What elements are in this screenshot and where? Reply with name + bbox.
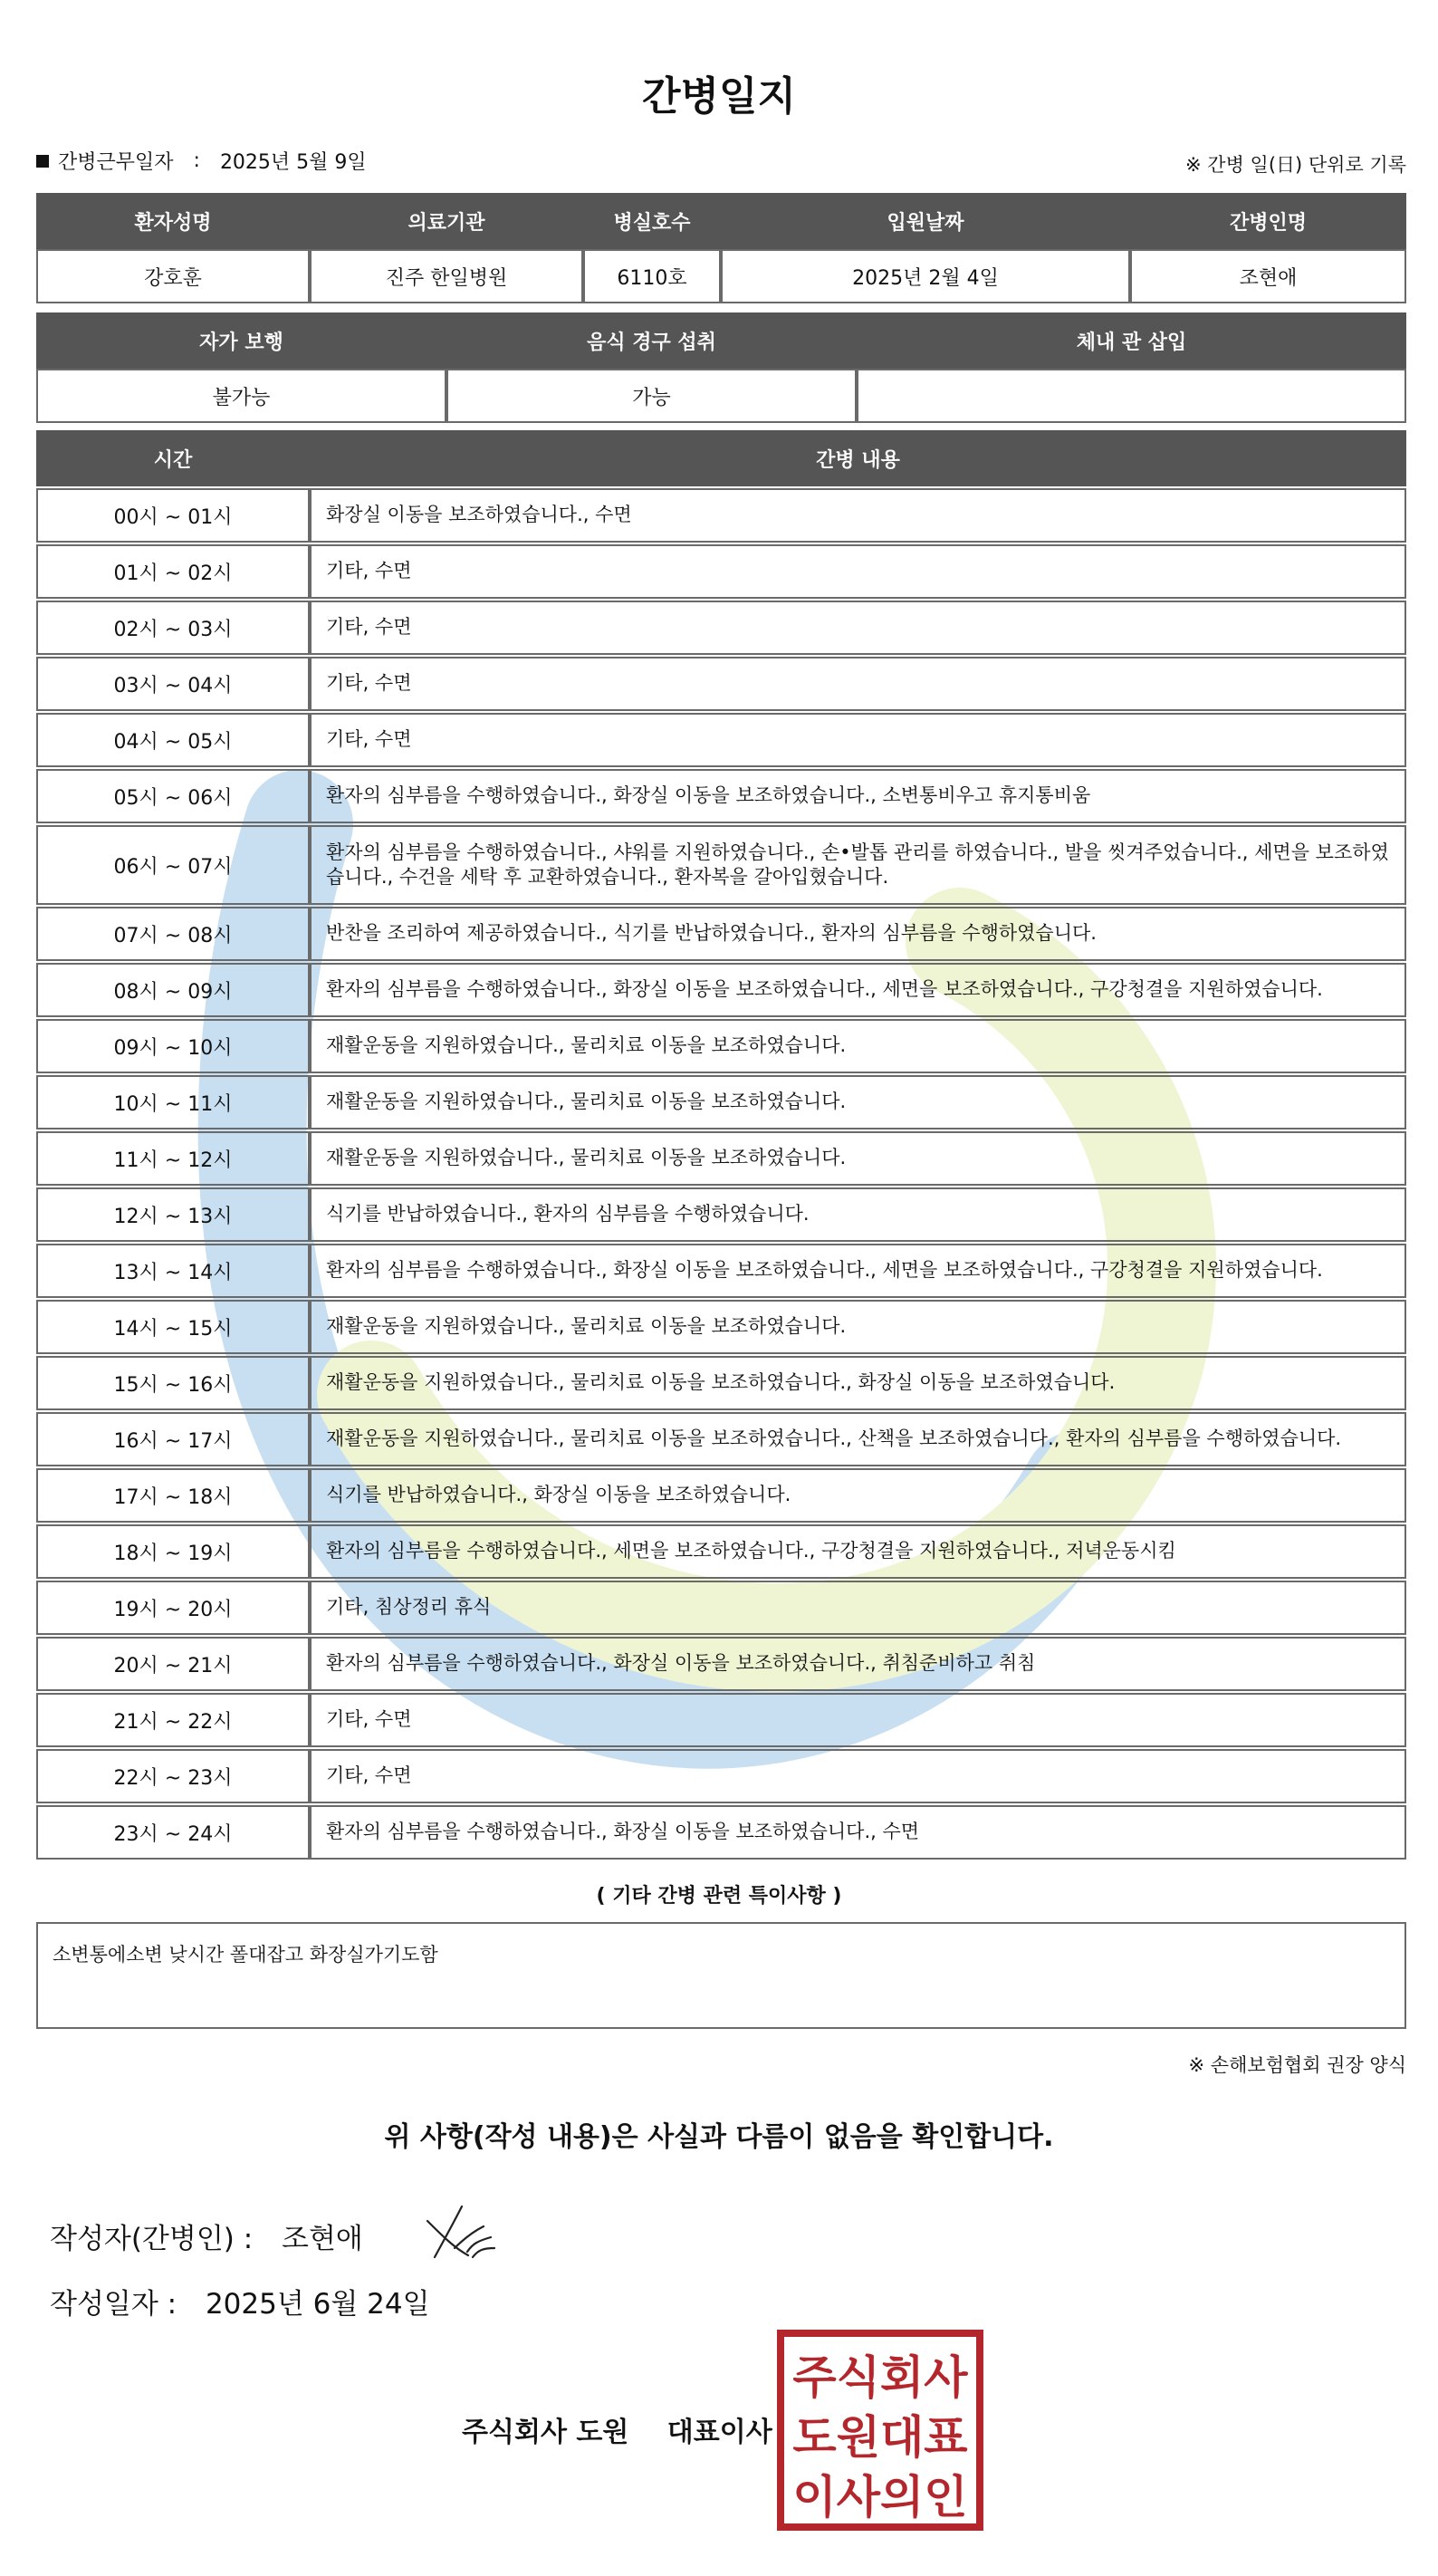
row-content: 환자의 심부름을 수행하였습니다., 화장실 이동을 보조하였습니다., 세면을 보조하였습니다., 구강청결을 지원하였습니다. (310, 963, 1406, 1017)
header-self-walking: 자가 보행 (36, 312, 446, 369)
seal-line-2: 도원대표 (792, 2411, 968, 2464)
written-date-line (50, 2281, 430, 2321)
seal-line-1: 주식회사 (792, 2351, 968, 2404)
row-time: 19시 ~ 20시 (36, 1581, 310, 1635)
company-signature-line (462, 2409, 772, 2449)
table-row (36, 1412, 1406, 1466)
table-row (36, 1805, 1406, 1860)
row-time: 16시 ~ 17시 (36, 1412, 310, 1466)
work-date-label: 간병근무일자 (58, 151, 174, 174)
row-time: 09시 ~ 10시 (36, 1019, 310, 1073)
row-content: 기타, 수면 (310, 601, 1406, 655)
written-date-label: 작성일자 : (50, 2288, 177, 2321)
row-time: 13시 ~ 14시 (36, 1244, 310, 1298)
company-name: 주식회사 도원 (462, 2417, 629, 2448)
table-row (36, 1749, 1406, 1803)
patient-info-table (36, 193, 1406, 303)
header-hospital: 의료기관 (310, 193, 583, 249)
row-content: 재활운동을 지원하였습니다., 물리치료 이동을 보조하였습니다. (310, 1019, 1406, 1073)
row-content: 재활운동을 지원하였습니다., 물리치료 이동을 보조하였습니다. (310, 1075, 1406, 1129)
row-content: 화장실 이동을 보조하였습니다., 수면 (310, 488, 1406, 543)
row-content: 식기를 반납하였습니다., 환자의 심부름을 수행하였습니다. (310, 1187, 1406, 1242)
table-row (36, 1468, 1406, 1523)
page-title: 간병일지 (641, 73, 796, 120)
table-row (36, 601, 1406, 655)
row-content: 반찬을 조리하여 제공하였습니다., 식기를 반납하였습니다., 환자의 심부름을 수행하였습니다. (310, 907, 1406, 961)
row-content: 재활운동을 지원하였습니다., 물리치료 이동을 보조하였습니다. (310, 1300, 1406, 1354)
form-source-note: ※ 손해보험협회 권장 양식 (1188, 2054, 1406, 2076)
row-time: 02시 ~ 03시 (36, 601, 310, 655)
row-time: 12시 ~ 13시 (36, 1187, 310, 1242)
company-title: 대표이사 (666, 2417, 772, 2448)
row-time: 23시 ~ 24시 (36, 1805, 310, 1860)
row-content: 기타, 수면 (310, 544, 1406, 599)
patient-name: 강호훈 (36, 249, 310, 303)
row-time: 03시 ~ 04시 (36, 657, 310, 711)
table-row (36, 1244, 1406, 1298)
table-row (36, 1637, 1406, 1691)
table-row (36, 1131, 1406, 1186)
row-content: 환자의 심부름을 수행하였습니다., 화장실 이동을 보조하였습니다., 취침준비하고 취침 (310, 1637, 1406, 1691)
record-unit-note: ※ 간병 일(日) 단위로 기록 (1185, 154, 1406, 176)
notes-box: 소변통에소변 낮시간 폴대잡고 화장실가기도함 (36, 1922, 1406, 2029)
oral-intake-value: 가능 (446, 369, 857, 423)
row-time: 22시 ~ 23시 (36, 1749, 310, 1803)
company-seal-stamp (777, 2330, 983, 2531)
row-content: 재활운동을 지원하였습니다., 물리치료 이동을 보조하였습니다., 산책을 보조하였습니다., 환자의 심부름을 수행하였습니다. (310, 1412, 1406, 1466)
row-time: 00시 ~ 01시 (36, 488, 310, 543)
confirmation-statement: 위 사항(작성 내용)은 사실과 다름이 없음을 확인합니다. (384, 2121, 1054, 2153)
row-content: 기타, 수면 (310, 1693, 1406, 1747)
header-care-content: 간병 내용 (310, 430, 1406, 486)
row-time: 05시 ~ 06시 (36, 769, 310, 823)
bullet-square-icon (36, 155, 49, 168)
row-content: 환자의 심부름을 수행하였습니다., 샤워를 지원하였습니다., 손•발톱 관리를 하였습니다., 발을 씻겨주었습니다., 세면을 보조하였습니다., 수건을 세탁 후 교환하였습니다., 환자복을 갈아입혔습니다. (310, 825, 1406, 905)
header-patient-name: 환자성명 (36, 193, 310, 249)
row-time: 08시 ~ 09시 (36, 963, 310, 1017)
row-time: 01시 ~ 02시 (36, 544, 310, 599)
row-time: 06시 ~ 07시 (36, 825, 310, 905)
table-row (36, 1693, 1406, 1747)
tube-insertion-value (857, 369, 1406, 423)
notes-title: ( 기타 간병 관련 특이사항 ) (596, 1885, 842, 1908)
row-content: 기타, 침상정리 휴식 (310, 1581, 1406, 1635)
row-content: 기타, 수면 (310, 1749, 1406, 1803)
table-row (36, 1356, 1406, 1410)
seal-line-3: 이사의인 (792, 2471, 968, 2523)
table-row (36, 1524, 1406, 1579)
row-content: 재활운동을 지원하였습니다., 물리치료 이동을 보조하였습니다., 화장실 이동을 보조하였습니다. (310, 1356, 1406, 1410)
header-oral-intake: 음식 경구 섭취 (446, 312, 857, 369)
table-row (36, 488, 1406, 543)
row-time: 15시 ~ 16시 (36, 1356, 310, 1410)
row-content: 환자의 심부름을 수행하였습니다., 세면을 보조하였습니다., 구강청결을 지원하였습니다., 저녁운동시킴 (310, 1524, 1406, 1579)
admission-date: 2025년 2월 4일 (721, 249, 1130, 303)
header-time: 시간 (36, 430, 310, 486)
table-row (36, 825, 1406, 905)
table-row (36, 1019, 1406, 1073)
writer-name: 조현애 (282, 2223, 363, 2255)
handwritten-signature (418, 2194, 500, 2266)
row-time: 07시 ~ 08시 (36, 907, 310, 961)
table-row (36, 657, 1406, 711)
row-time: 14시 ~ 15시 (36, 1300, 310, 1354)
care-log-header (36, 430, 1406, 486)
row-time: 10시 ~ 11시 (36, 1075, 310, 1129)
self-walking-value: 불가능 (36, 369, 446, 423)
caregiver-name: 조현애 (1130, 249, 1406, 303)
table-row (36, 544, 1406, 599)
table-row (36, 1187, 1406, 1242)
written-date-value: 2025년 6월 24일 (205, 2288, 430, 2321)
patient-status-table (36, 312, 1406, 423)
row-time: 17시 ~ 18시 (36, 1468, 310, 1523)
work-date-colon: : (193, 149, 200, 172)
header-admission-date: 입원날짜 (721, 193, 1130, 249)
care-log-rows (36, 486, 1406, 1860)
row-content: 환자의 심부름을 수행하였습니다., 화장실 이동을 보조하였습니다., 세면을 보조하였습니다., 구강청결을 지원하였습니다. (310, 1244, 1406, 1298)
work-date-value: 2025년 5월 9일 (219, 151, 367, 174)
table-row (36, 769, 1406, 823)
table-row (36, 963, 1406, 1017)
row-content: 기타, 수면 (310, 713, 1406, 767)
table-row (36, 1581, 1406, 1635)
table-row (36, 1075, 1406, 1129)
care-log-table (36, 430, 1406, 1860)
row-time: 20시 ~ 21시 (36, 1637, 310, 1691)
writer-label: 작성자(간병인) : (50, 2223, 254, 2255)
header-caregiver: 간병인명 (1130, 193, 1406, 249)
hospital-name: 진주 한일병원 (310, 249, 583, 303)
table-row (36, 1300, 1406, 1354)
row-content: 환자의 심부름을 수행하였습니다., 화장실 이동을 보조하였습니다., 수면 (310, 1805, 1406, 1860)
row-content: 환자의 심부름을 수행하였습니다., 화장실 이동을 보조하였습니다., 소변통비우고 휴지통비움 (310, 769, 1406, 823)
row-content: 기타, 수면 (310, 657, 1406, 711)
row-content: 식기를 반납하였습니다., 화장실 이동을 보조하였습니다. (310, 1468, 1406, 1523)
row-time: 11시 ~ 12시 (36, 1131, 310, 1186)
row-time: 04시 ~ 05시 (36, 713, 310, 767)
header-tube-insertion: 체내 관 삽입 (857, 312, 1406, 369)
header-room: 병실호수 (583, 193, 721, 249)
row-content: 재활운동을 지원하였습니다., 물리치료 이동을 보조하였습니다. (310, 1131, 1406, 1186)
row-time: 21시 ~ 22시 (36, 1693, 310, 1747)
table-row (36, 713, 1406, 767)
table-row (36, 907, 1406, 961)
writer-line (50, 2216, 363, 2256)
room-number: 6110호 (583, 249, 721, 303)
work-date (36, 147, 367, 175)
row-time: 18시 ~ 19시 (36, 1524, 310, 1579)
